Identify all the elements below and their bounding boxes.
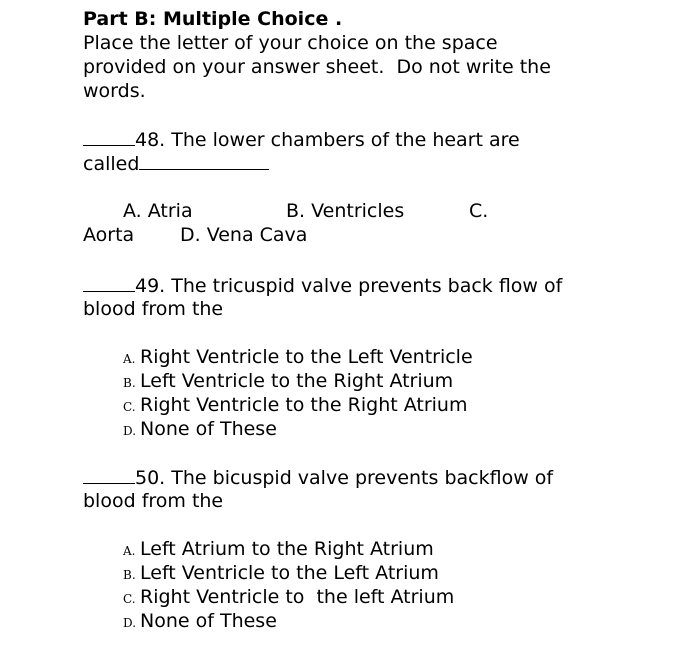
q49-option-a: [123, 345, 473, 371]
question-49: [83, 273, 562, 298]
question-48-line-2: [83, 151, 269, 176]
question-49-line-2: blood from the: [83, 298, 224, 320]
q50-option-a-text: Left Atrium to the Right Atrium: [140, 538, 434, 560]
question-50-text: 50. The bicuspid valve prevents backflow of: [135, 467, 554, 489]
q50-option-c-letter: C.: [123, 592, 136, 606]
q50-option-b-letter: B.: [123, 568, 136, 582]
question-50: [83, 465, 553, 490]
q50-option-d: [123, 609, 277, 635]
q49-option-d-text: None of These: [140, 418, 277, 440]
q50-option-c-text: Right Ventricle to the left Atrium: [140, 586, 455, 608]
instructions-line-1: Place the letter of your choice on the space: [83, 32, 498, 54]
q50-option-d-text: None of These: [140, 610, 277, 632]
question-49-text: 49. The tricuspid valve prevents back flow of: [135, 275, 563, 297]
question-50-line-2: blood from the: [83, 490, 224, 512]
question-48: [83, 127, 520, 152]
instructions-line-2: provided on your answer sheet. Do not write the: [83, 56, 551, 78]
q50-option-a: [123, 537, 434, 563]
q49-option-c-text: Right Ventricle to the Right Atrium: [140, 394, 468, 416]
q49-option-c: [123, 393, 467, 419]
instructions-line-3: words.: [83, 80, 146, 102]
q49-option-c-letter: C.: [123, 400, 136, 414]
q50-option-c: [123, 585, 454, 611]
answer-blank-48[interactable]: [83, 127, 135, 146]
q50-option-a-letter: A.: [123, 544, 136, 558]
q48-option-c: C.: [469, 200, 489, 222]
q49-option-d: [123, 417, 277, 443]
answer-blank-50[interactable]: [83, 465, 135, 484]
q48-option-b: B. Ventricles: [286, 200, 405, 222]
q48-option-a: A. Atria: [123, 200, 193, 222]
q49-option-b-text: Left Ventricle to the Right Atrium: [140, 370, 454, 392]
q49-option-b: [123, 369, 453, 395]
section-title: Part B: Multiple Choice .: [83, 8, 343, 30]
q49-option-b-letter: B.: [123, 376, 136, 390]
q48-option-c-cont: Aorta: [83, 224, 135, 246]
q50-option-d-letter: D.: [123, 616, 137, 630]
q49-option-a-text: Right Ventricle to the Left Ventricle: [140, 346, 473, 368]
answer-blank-49[interactable]: [83, 273, 135, 292]
q50-option-b: [123, 561, 439, 587]
q49-option-a-letter: A.: [123, 352, 136, 366]
q50-option-b-text: Left Ventricle to the Left Atrium: [140, 562, 439, 584]
question-48-called: called: [83, 153, 140, 175]
fill-in-blank-48[interactable]: [139, 151, 269, 170]
question-48-text: 48. The lower chambers of the heart are: [135, 129, 520, 151]
q48-option-d: D. Vena Cava: [180, 224, 308, 246]
q49-option-d-letter: D.: [123, 424, 137, 438]
